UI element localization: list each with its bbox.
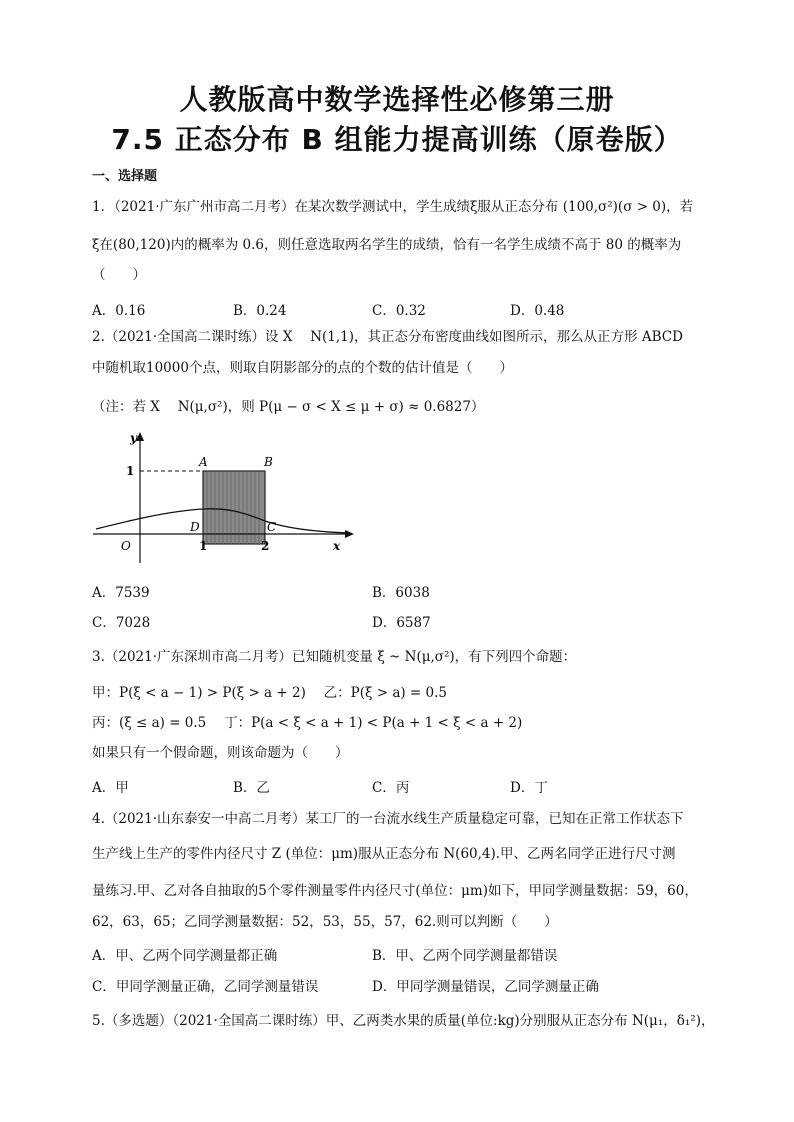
q1-option-b[interactable]: B．0.24 [233, 303, 287, 319]
q4-line-4: 62，63，65；乙同学测量数据：52，53，55，57，62.则可以判断（ ） [92, 914, 558, 930]
y-axis-arrow-icon [136, 432, 144, 441]
x-axis-label: x [333, 539, 341, 553]
q3-line-2: 甲：P(ξ < a − 1) > P(ξ > a + 2) 乙：P(ξ > a) = 0.5 [92, 685, 448, 701]
q4-line-3: 量练习.甲、乙对各自抽取的5个零件测量零件内径尺寸(单位：μm)如下，甲同学测量数据：59，60， [92, 883, 698, 899]
y-axis-label: y [130, 431, 137, 445]
q2-option-d[interactable]: D．6587 [372, 615, 431, 631]
q3-line-4: 如果只有一个假命题，则该命题为（ ） [92, 745, 349, 761]
q3-line-3: 丙：(ξ ≤ a) = 0.5 丁：P(a < ξ < a + 1) < P(a + 1 < ξ < a + 2) [92, 715, 523, 731]
q4-option-b[interactable]: B．甲、乙两个同学测量都错误 [372, 948, 558, 964]
point-a-label: A [199, 455, 208, 469]
q4-line-2: 生产线上生产的零件内径尺寸 Z (单位：μm)服从正态分布 N(60,4).甲、乙两名同学正进行尺寸测 [92, 846, 676, 862]
q3-option-a[interactable]: A．甲 [92, 780, 129, 796]
q3-option-b[interactable]: B．乙 [233, 780, 270, 796]
q1-line-3: （ ） [92, 267, 146, 283]
q2-option-b[interactable]: B．6038 [372, 585, 430, 601]
q4-option-c[interactable]: C．甲同学测量正确，乙同学测量错误 [92, 979, 319, 995]
point-c-label: C [267, 520, 277, 534]
q3-line-1: 3.（2021·广东深圳市高二月考）已知随机变量 ξ ~ N(μ,σ²)，有下列四个命题： [92, 649, 577, 665]
point-d-label: D [190, 520, 200, 534]
q2-line-1: 2.（2021·全国高二课时练）设 X N(1,1)，其正态分布密度曲线如图所示，那么从正方形 ABCD [92, 329, 683, 345]
q4-option-d[interactable]: D．甲同学测量错误，乙同学测量正确 [372, 979, 599, 995]
x-tick-label-1: 1 [199, 539, 208, 553]
origin-label: O [121, 539, 131, 553]
page-subtitle: 7.5 正态分布 B 组能力提高训练（原卷版） [111, 123, 683, 156]
q2-option-c[interactable]: C．7028 [92, 615, 151, 631]
q1-line-1: 1．（2021·广东广州市高二月考）在某次数学测试中，学生成绩ξ服从正态分布 (100,σ²)(σ > 0)，若 [92, 199, 694, 215]
q1-option-c[interactable]: C．0.32 [372, 303, 426, 319]
point-b-label: B [264, 455, 273, 469]
q2-option-a[interactable]: A．7539 [92, 585, 150, 601]
x-axis-arrow-icon [345, 530, 354, 538]
q1-line-2: ξ在(80,120)内的概率为 0.6，则任意选取两名学生的成绩，恰有一名学生成绩不高于 80 的概率为 [92, 237, 682, 253]
q2-line-2: 中随机取10000个点，则取自阴影部分的点的个数的估计值是（ ） [92, 360, 513, 376]
page-title: 人教版高中数学选择性必修第三册 [179, 83, 615, 116]
q2-line-3: （注：若 X N(μ,σ²)，则 P(μ − σ < X ≤ μ + σ) ≈ 0.6827） [92, 399, 485, 415]
normal-curve-figure [88, 428, 358, 568]
q4-option-a[interactable]: A．甲、乙两个同学测量都正确 [92, 948, 278, 964]
q4-line-1: 4.（2021·山东泰安一中高二月考）某工厂的一台流水线生产质量稳定可靠，已知在正常工作状态下 [92, 811, 684, 827]
q3-option-d[interactable]: D．丁 [510, 780, 548, 796]
q3-option-c[interactable]: C．丙 [372, 780, 410, 796]
section-heading: 一、选择题 [92, 169, 158, 184]
q1-option-d[interactable]: D．0.48 [510, 303, 565, 319]
q5-line-1: 5.（多选题）（2021·全国高二课时练）甲、乙两类水果的质量(单位:kg)分别服从正态分布 N(μ₁，δ₁²)， [92, 1013, 715, 1029]
y-tick-label: 1 [126, 464, 135, 478]
q1-option-a[interactable]: A．0.16 [92, 303, 146, 319]
x-tick-label-2: 2 [261, 539, 270, 553]
